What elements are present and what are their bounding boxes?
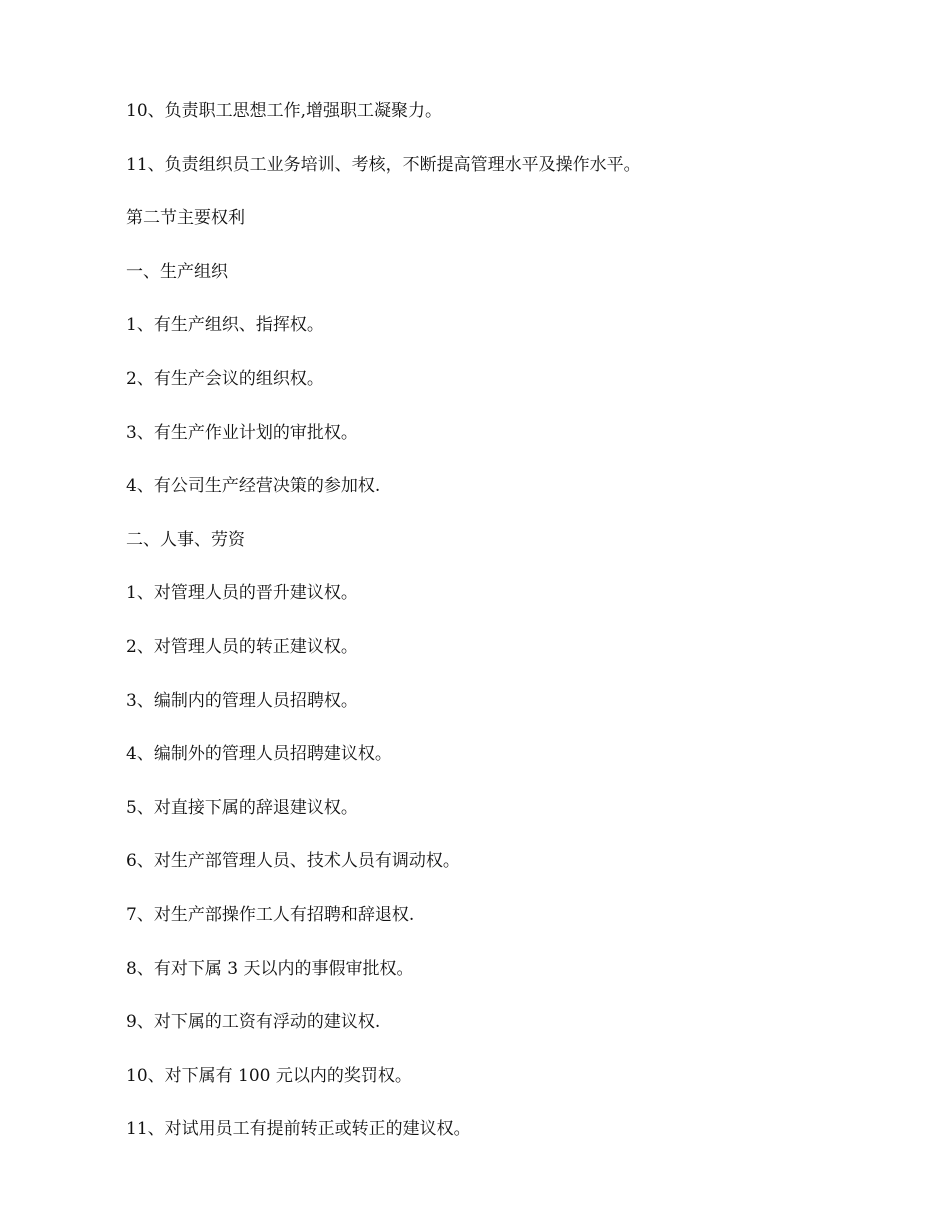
personnel-right-9: 9、对下属的工资有浮动的建议权. bbox=[126, 1012, 381, 1033]
personnel-right-4: 4、编制外的管理人员招聘建议权。 bbox=[126, 744, 392, 765]
production-right-3: 3、有生产作业计划的审批权。 bbox=[126, 422, 358, 443]
production-right-1: 1、有生产组织、指挥权。 bbox=[126, 315, 324, 336]
production-right-2: 2、有生产会议的组织权。 bbox=[126, 368, 324, 389]
document-body bbox=[126, 98, 886, 1170]
personnel-right-2: 2、对管理人员的转正建议权。 bbox=[126, 636, 358, 657]
personnel-right-5: 5、对直接下属的辞退建议权。 bbox=[126, 797, 358, 818]
subsection-heading-personnel: 二、人事、劳资 bbox=[126, 529, 245, 550]
duty-item-10: 10、负责职工思想工作,增强职工凝聚力。 bbox=[126, 101, 443, 121]
production-right-4: 4、有公司生产经营决策的参加权. bbox=[126, 476, 381, 497]
duty-item-11: 11、负责组织员工业务培训、考核，不断提高管理水平及操作水平。 bbox=[126, 154, 641, 175]
personnel-right-11: 11、对试用员工有提前转正或转正的建议权。 bbox=[126, 1119, 471, 1140]
personnel-right-8: 8、有对下属 3 天以内的事假审批权。 bbox=[126, 958, 414, 979]
personnel-right-6: 6、对生产部管理人员、技术人员有调动权。 bbox=[126, 851, 460, 872]
personnel-right-3: 3、编制内的管理人员招聘权。 bbox=[126, 690, 358, 711]
personnel-right-1: 1、对管理人员的晋升建议权。 bbox=[126, 583, 358, 604]
subsection-heading-production: 一、生产组织 bbox=[126, 261, 228, 282]
personnel-right-7: 7、对生产部操作工人有招聘和辞退权. bbox=[126, 904, 415, 925]
personnel-right-10: 10、对下属有 100 元以内的奖罚权。 bbox=[126, 1065, 412, 1086]
section-heading: 第二节主要权利 bbox=[126, 208, 245, 229]
